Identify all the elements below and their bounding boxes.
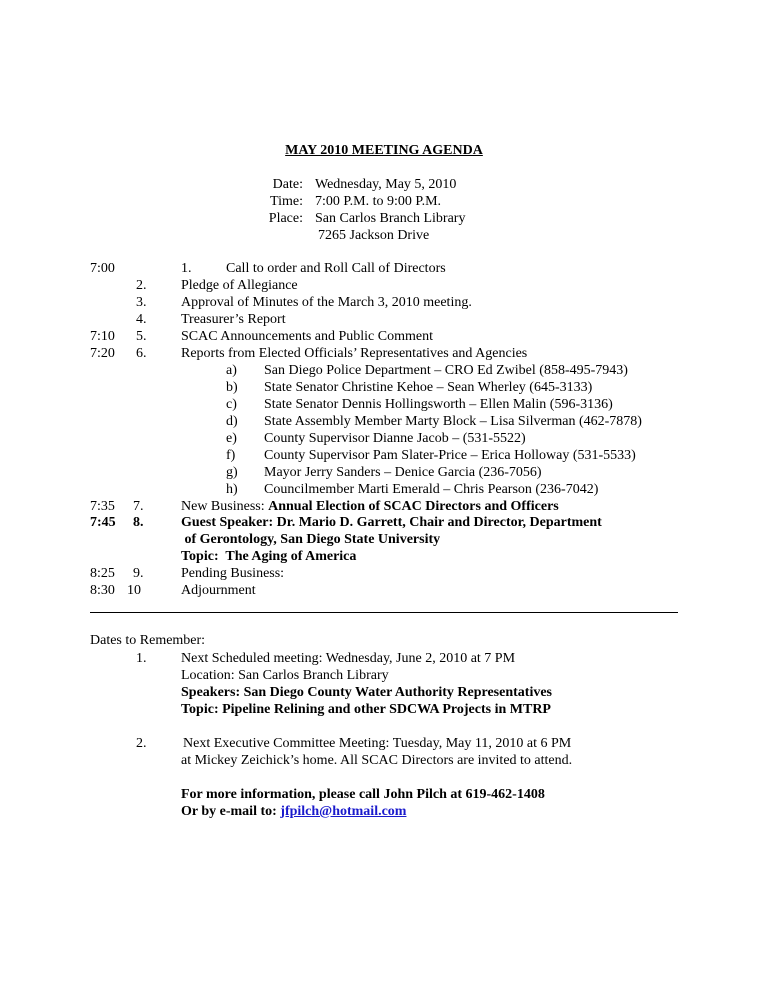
agenda-number: 10 (127, 583, 141, 598)
date-item-number: 2. (136, 736, 147, 751)
page-title: MAY 2010 MEETING AGENDA (285, 143, 483, 158)
agenda-number: 2. (136, 278, 147, 293)
contact-email-label: Or by e-mail to: (181, 804, 281, 819)
subitem-text: County Supervisor Pam Slater-Price – Erica Holloway (531-5533) (264, 448, 636, 463)
subitem-letter: g) (226, 465, 238, 480)
subitem-letter: h) (226, 482, 238, 497)
new-business-item (181, 498, 559, 515)
subitem-text: State Assembly Member Marty Block – Lisa Silverman (462-7878) (264, 414, 642, 429)
subitem-letter: e) (226, 431, 237, 446)
place-address: 7265 Jackson Drive (318, 228, 430, 243)
time-value: 7:00 P.M. to 9:00 P.M. (315, 194, 442, 209)
date-item-topic: Topic: Pipeline Relining and other SDCWA Projects in MTRP (181, 702, 551, 717)
agenda-time: 7:10 (90, 329, 115, 344)
guest-speaker-topic: Topic: The Aging of America (181, 549, 357, 564)
agenda-number: 8. (133, 515, 144, 530)
agenda-number: 1. (181, 261, 192, 276)
subitem-text: State Senator Dennis Hollingsworth – Ellen Malin (596-3136) (264, 397, 613, 412)
agenda-number: 5. (136, 329, 147, 344)
agenda-item-text: Pledge of Allegiance (181, 278, 298, 293)
agenda-item-text: Adjournment (181, 583, 256, 598)
date-item-text: Next Scheduled meeting: Wednesday, June 2, 2010 at 7 PM (181, 651, 516, 666)
agenda-number: 7. (133, 499, 144, 514)
agenda-item-text: Treasurer’s Report (181, 312, 286, 327)
subitem-text: State Senator Christine Kehoe – Sean Wherley (645-3133) (264, 380, 593, 395)
contact-email-line (181, 803, 406, 820)
date-label: Date: (272, 177, 303, 192)
date-item-number: 1. (136, 651, 147, 666)
agenda-time: 7:00 (90, 261, 115, 276)
subitem-text: San Diego Police Department – CRO Ed Zwibel (858-495-7943) (264, 363, 628, 378)
agenda-item-text: Pending Business: (181, 566, 285, 581)
time-label: Time: (270, 194, 303, 209)
subitem-letter: a) (226, 363, 237, 378)
agenda-time: 8:25 (90, 566, 115, 581)
agenda-number: 9. (133, 566, 144, 581)
agenda-time: 8:30 (90, 583, 115, 598)
subitem-letter: f) (226, 448, 236, 463)
date-item-location: Location: San Carlos Branch Library (181, 668, 389, 683)
date-item-speakers: Speakers: San Diego County Water Authority Representatives (181, 685, 552, 700)
subitem-text: Mayor Jerry Sanders – Denice Garcia (236-7056) (264, 465, 542, 480)
date-item-text: Next Executive Committee Meeting: Tuesday, May 11, 2010 at 6 PM (183, 736, 572, 751)
subitem-text: County Supervisor Dianne Jacob – (531-5522) (264, 431, 526, 446)
guest-speaker-line: Guest Speaker: Dr. Mario D. Garrett, Chair and Director, Department (181, 515, 602, 530)
subitem-letter: b) (226, 380, 238, 395)
place-label: Place: (268, 211, 303, 226)
new-business-label: New Business: (181, 499, 269, 514)
guest-speaker-affiliation: of Gerontology, San Diego State University (181, 532, 441, 547)
dates-heading: Dates to Remember: (90, 633, 206, 648)
new-business-topic: Annual Election of SCAC Directors and Officers (268, 499, 559, 514)
date-value: Wednesday, May 5, 2010 (315, 177, 457, 192)
agenda-number: 3. (136, 295, 147, 310)
contact-phone-line: For more information, please call John Pilch at 619-462-1408 (181, 787, 545, 802)
agenda-item-text: SCAC Announcements and Public Comment (181, 329, 433, 344)
email-link[interactable]: jfpilch@hotmail.com (280, 804, 407, 819)
agenda-item-text: Call to order and Roll Call of Directors (226, 261, 446, 276)
subitem-text: Councilmember Marti Emerald – Chris Pearson (236-7042) (264, 482, 599, 497)
subitem-letter: d) (226, 414, 238, 429)
agenda-number: 4. (136, 312, 147, 327)
subitem-letter: c) (226, 397, 237, 412)
date-item-detail: at Mickey Zeichick’s home. All SCAC Directors are invited to attend. (181, 753, 573, 768)
agenda-item-text: Approval of Minutes of the March 3, 2010 meeting. (181, 295, 472, 310)
agenda-time: 7:35 (90, 499, 115, 514)
agenda-time: 7:20 (90, 346, 115, 361)
place-value: San Carlos Branch Library (315, 211, 466, 226)
divider (90, 612, 678, 613)
agenda-item-text: Reports from Elected Officials’ Representatives and Agencies (181, 346, 528, 361)
agenda-time: 7:45 (90, 515, 116, 530)
agenda-number: 6. (136, 346, 147, 361)
